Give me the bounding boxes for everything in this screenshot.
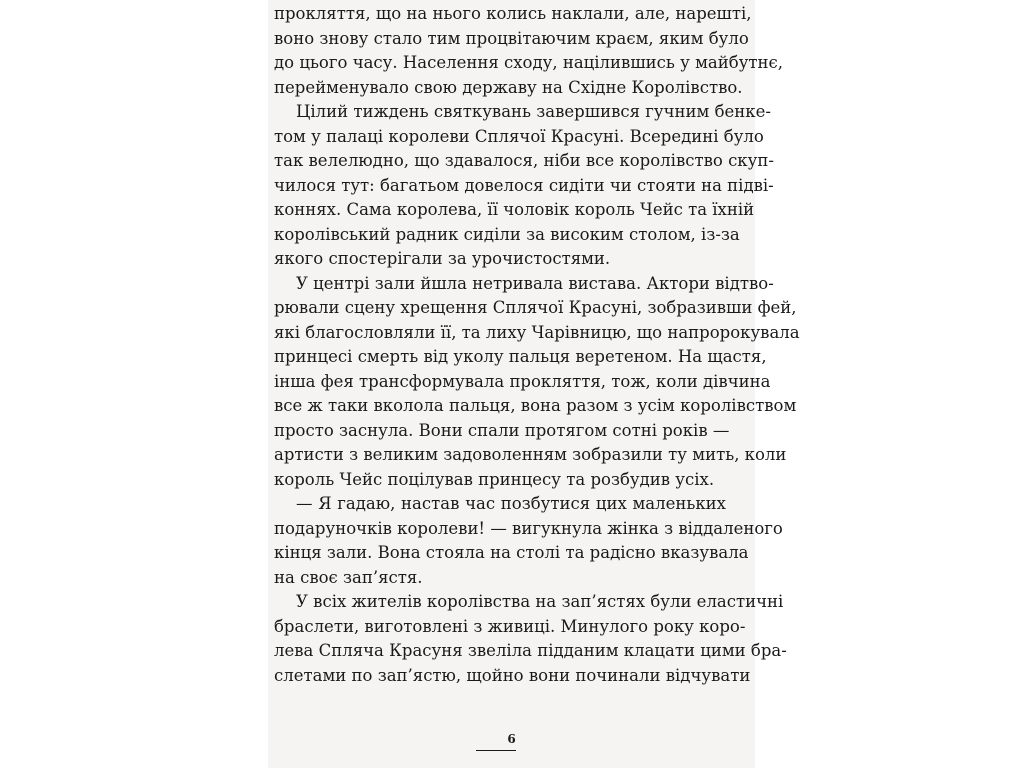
text-line: Цілий тиждень святкувань завершився гучним бенке- (296, 102, 771, 121)
text-line: так велелюдно, що здавалося, ніби все королівство скуп- (274, 151, 774, 170)
text-line: коннях. Сама королева, її чоловік король Чейс та їхній (274, 200, 755, 219)
text-line: браслети, виготовлені з живиці. Минулого року коро- (274, 616, 746, 636)
text-line: подаруночків королеви! — вигукнула жінка з віддаленого (274, 518, 783, 538)
text-line: якого спостерігали за урочистостями. (274, 249, 611, 268)
book-page (268, 0, 800, 768)
text-line: артисти з великим задоволенням зобразили ту мить, коли (274, 445, 787, 464)
text-line: У всіх жителів королівства на зап’ястях були еластичні (296, 592, 784, 611)
text-line: просто заснула. Вони спали протягом сотні років — (274, 420, 730, 440)
text-line: король Чейс поцілував принцесу та розбудив усіх. (274, 469, 715, 489)
text-line: які благословляли її, та лиху Чарівницю, що напророкувала (274, 322, 800, 342)
page-number-rule (476, 750, 516, 751)
text-line: принцесі смерть від уколу пальця веретеном. На щастя, (274, 347, 767, 366)
body-text (274, 2, 800, 688)
text-line: воно знову стало тим процвітаючим краєм, яким було (274, 28, 749, 48)
text-line: слетами по зап’ястю, щойно вони починали відчувати (274, 665, 751, 685)
text-line: прокляття, що на нього колись наклали, але, нарешті, (274, 4, 752, 23)
page-number: 6 (507, 732, 516, 746)
text-line: все ж таки вколола пальця, вона разом з усім королівством (274, 396, 797, 415)
text-line: — Я гадаю, настав час позбутися цих маленьких (296, 494, 726, 513)
text-line: чилося тут: багатьом довелося сидіти чи стояти на підві- (274, 175, 774, 195)
text-line: том у палаці королеви Сплячої Красуні. Всередині було (274, 126, 764, 146)
text-line: кінця зали. Вона стояла на столі та радісно вказувала (274, 543, 749, 562)
text-line: інша фея трансформувала прокляття, тож, коли дівчина (274, 371, 771, 391)
text-line: перейменувало свою державу на Східне Королівство. (274, 77, 743, 97)
text-line: на своє зап’ястя. (274, 567, 423, 587)
text-line: до цього часу. Населення сходу, націлившись у майбутнє, (274, 53, 784, 72)
text-line: рювали сцену хрещення Сплячої Красуні, зобразивши фей, (274, 298, 797, 317)
text-line: У центрі зали йшла нетривала вистава. Актори відтво- (296, 273, 774, 293)
text-line: королівський радник сиділи за високим столом, із-за (274, 224, 740, 244)
text-line: лева Спляча Красуня звеліла підданим клацати цими бра- (274, 641, 787, 660)
